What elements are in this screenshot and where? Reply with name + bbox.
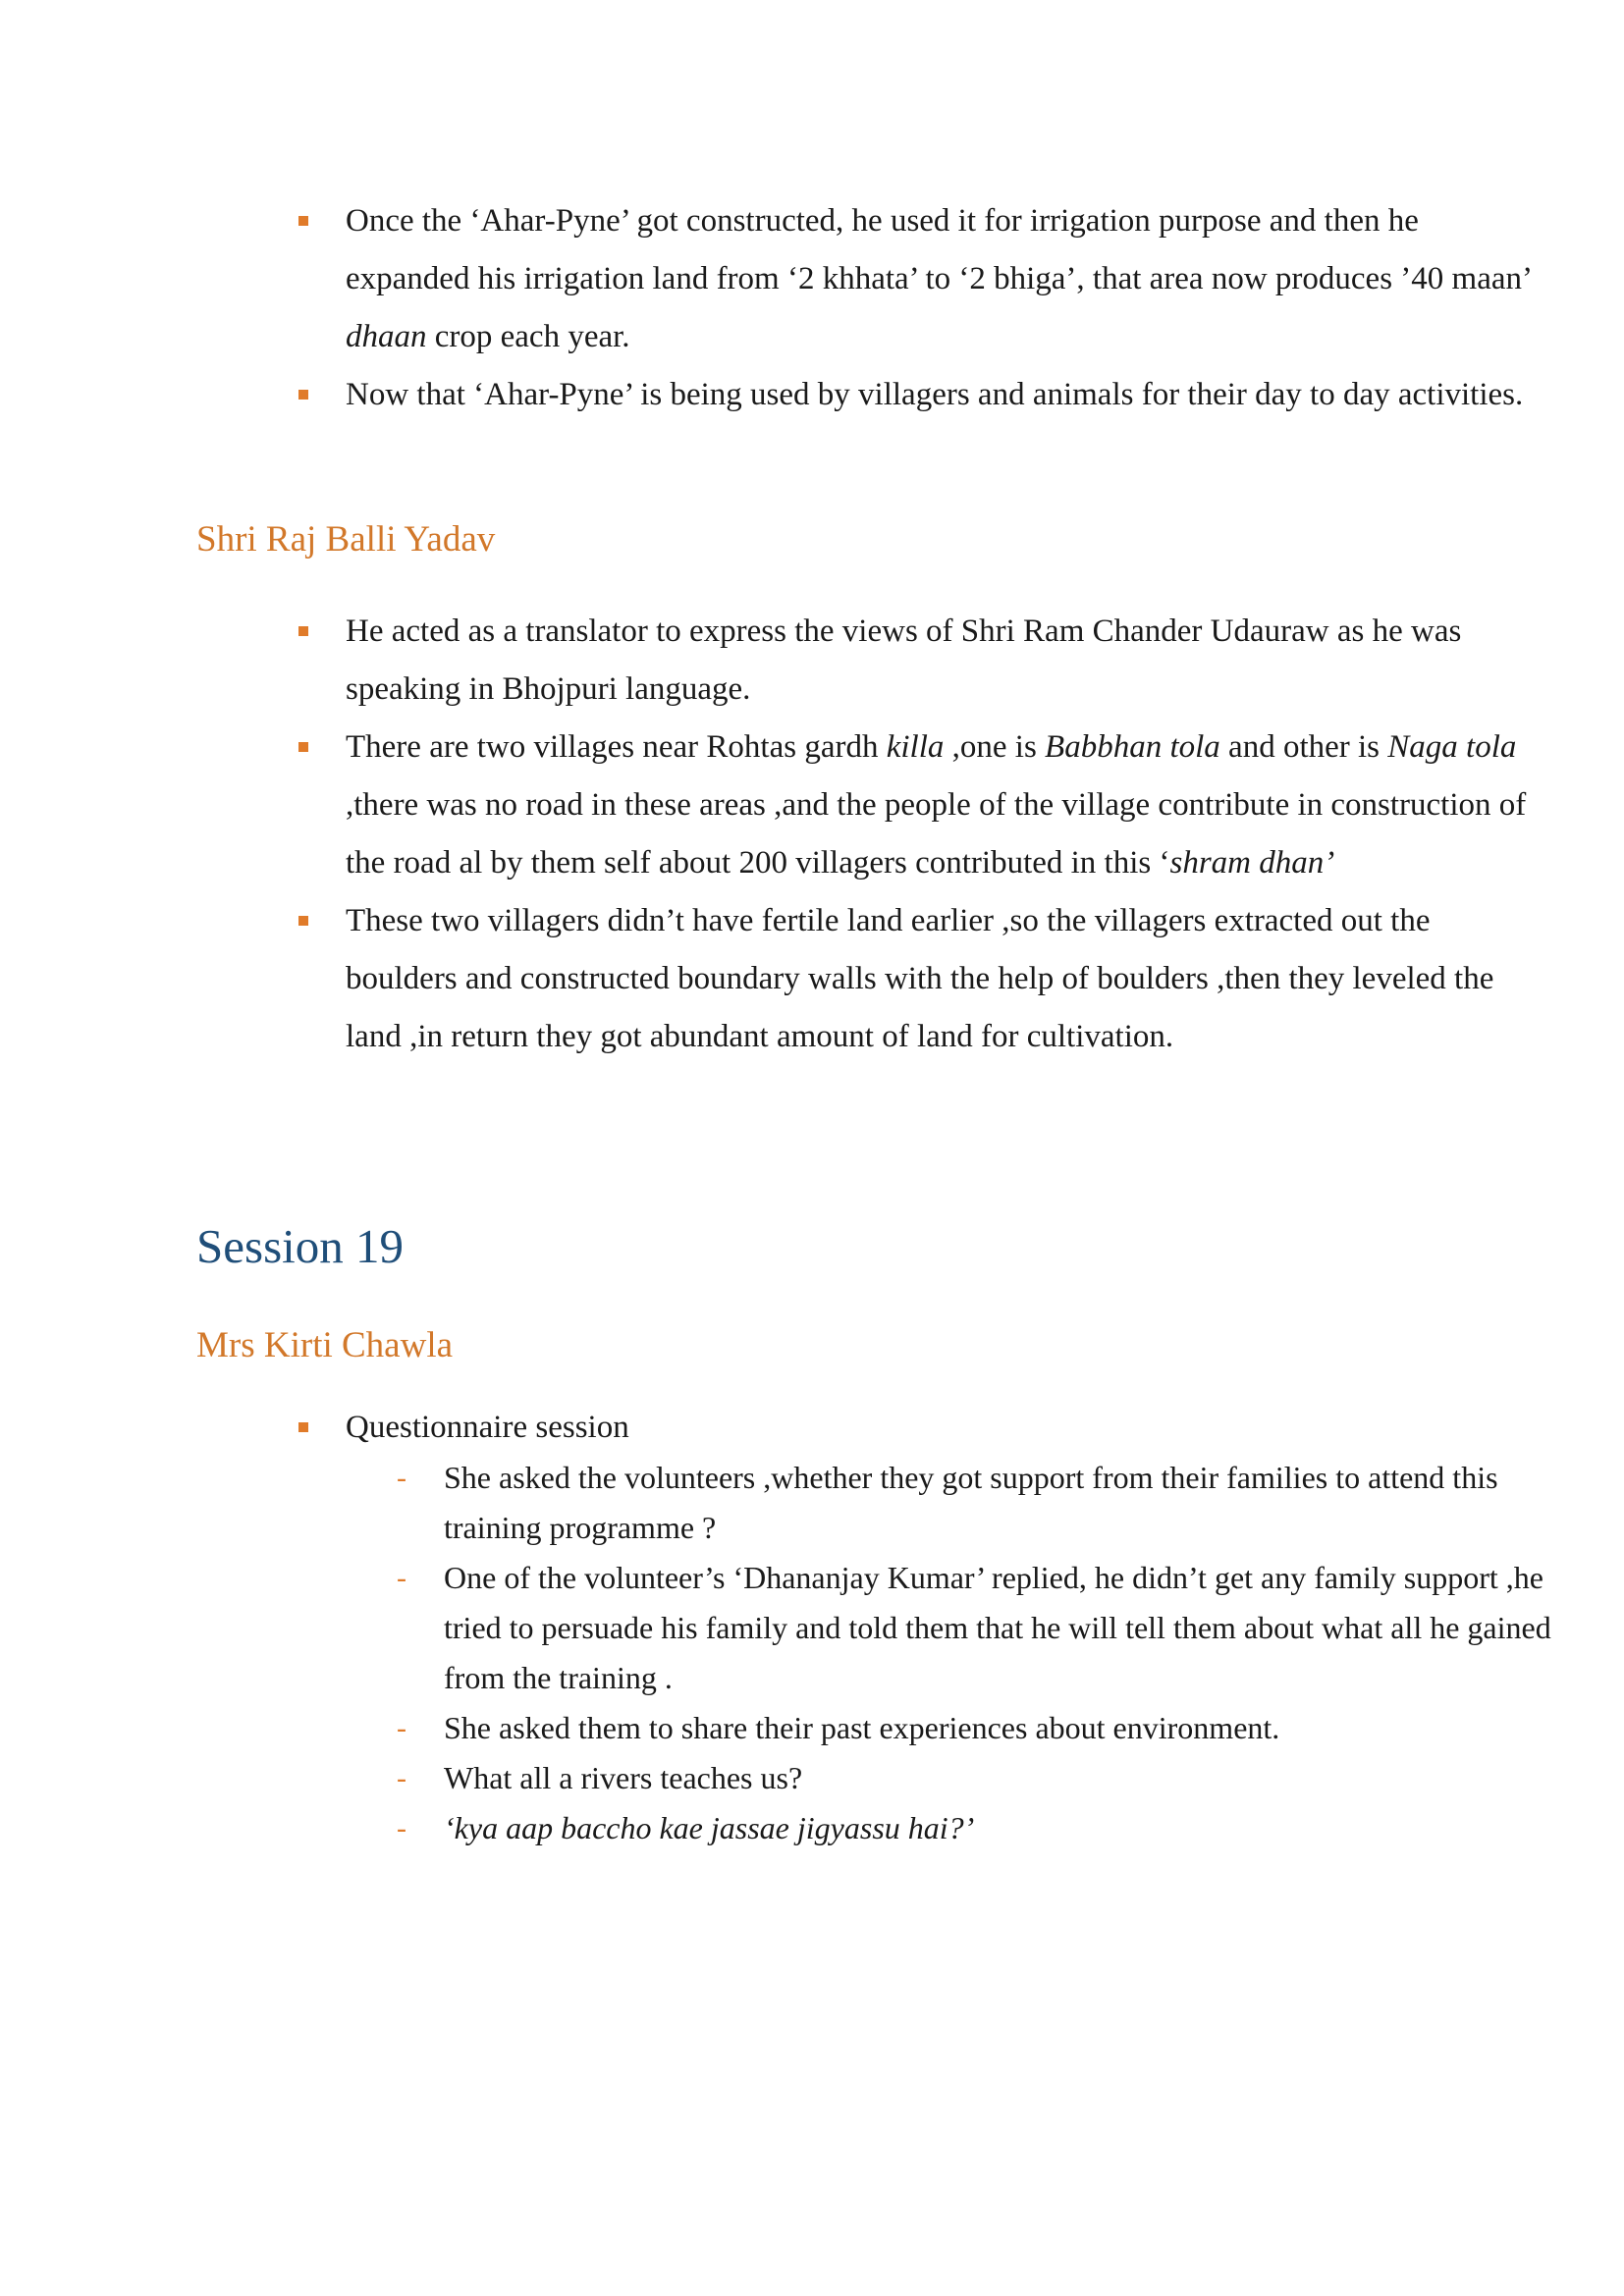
bullet-text: There are two villages near Rohtas gardh killa ,one is Babbhan tola and other is Naga tola ,there was no road in these areas ,and the people of the village contribute in construction of the road al by them self about 200 villagers contributed in this ‘shram dhan’ — [346, 729, 1527, 881]
bullet-item — [295, 366, 1532, 424]
bullet-text: He acted as a translator to express the views of Shri Ram Chander Udauraw as he was speaking in Bhojpuri language. — [346, 614, 1462, 707]
square-bullet-icon — [298, 916, 308, 926]
bullet-list-ahar-pyne — [295, 192, 1532, 424]
square-bullet-icon — [298, 742, 308, 752]
dash-bullet-icon: - — [397, 1762, 406, 1794]
bullet-list-raj-balli-yadav — [295, 603, 1532, 1066]
dash-bullet-icon: - — [397, 1712, 406, 1744]
dash-bullet-icon: - — [397, 1812, 406, 1844]
bullet-item — [295, 719, 1532, 892]
speaker-heading: Mrs Kirti Chawla — [196, 1325, 454, 1365]
bullet-text: These two villagers didn’t have fertile land earlier ,so the villagers extracted out the boulders and constructed boundary walls with the help of boulders ,then they leveled the land ,in return they got abundant amount of land for cultivation. — [346, 903, 1494, 1054]
sub-item-text: She asked them to share their past experiences about environment. — [444, 1710, 1280, 1745]
bullet-text: Now that ‘Ahar-Pyne’ is being used by villagers and animals for their day to day activities. — [346, 377, 1524, 412]
bullet-text: Once the ‘Ahar-Pyne’ got constructed, he used it for irrigation purpose and then he expanded his irrigation land from ‘2 khhata’ to ‘2 bhiga’, that area now produces ’40 maan’ dhaan crop each year. — [346, 203, 1531, 354]
sub-item — [393, 1753, 1571, 1803]
sub-item — [393, 1553, 1571, 1703]
sub-item-text: One of the volunteer’s ‘Dhananjay Kumar’ replied, he didn’t get any family support ,he tried to persuade his family and told them that he will tell them about what all he gained from the training . — [444, 1560, 1551, 1695]
square-bullet-icon — [298, 390, 308, 400]
sub-item — [393, 1703, 1571, 1753]
bullet-item — [295, 603, 1532, 719]
bullet-list-questionnaire — [295, 1399, 1532, 1457]
dash-bullet-icon: - — [397, 1462, 406, 1494]
sub-item-text: What all a rivers teaches us? — [444, 1760, 803, 1795]
sub-item-text: She asked the volunteers ,whether they got support from their families to attend this training programme ? — [444, 1460, 1498, 1545]
sub-item — [393, 1453, 1571, 1553]
sub-list-questions — [393, 1453, 1571, 1853]
bullet-text: Questionnaire session — [346, 1410, 629, 1445]
speaker-heading: Shri Raj Balli Yadav — [196, 519, 496, 560]
square-bullet-icon — [298, 216, 308, 226]
sub-item-text: ‘kya aap baccho kae jassae jigyassu hai?’ — [444, 1810, 975, 1845]
bullet-item — [295, 192, 1532, 366]
square-bullet-icon — [298, 1422, 308, 1432]
bullet-item — [295, 892, 1532, 1066]
session-title: Session 19 — [196, 1219, 405, 1273]
sub-item — [393, 1803, 1571, 1853]
bullet-item — [295, 1399, 1532, 1457]
dash-bullet-icon: - — [397, 1562, 406, 1594]
square-bullet-icon — [298, 626, 308, 636]
